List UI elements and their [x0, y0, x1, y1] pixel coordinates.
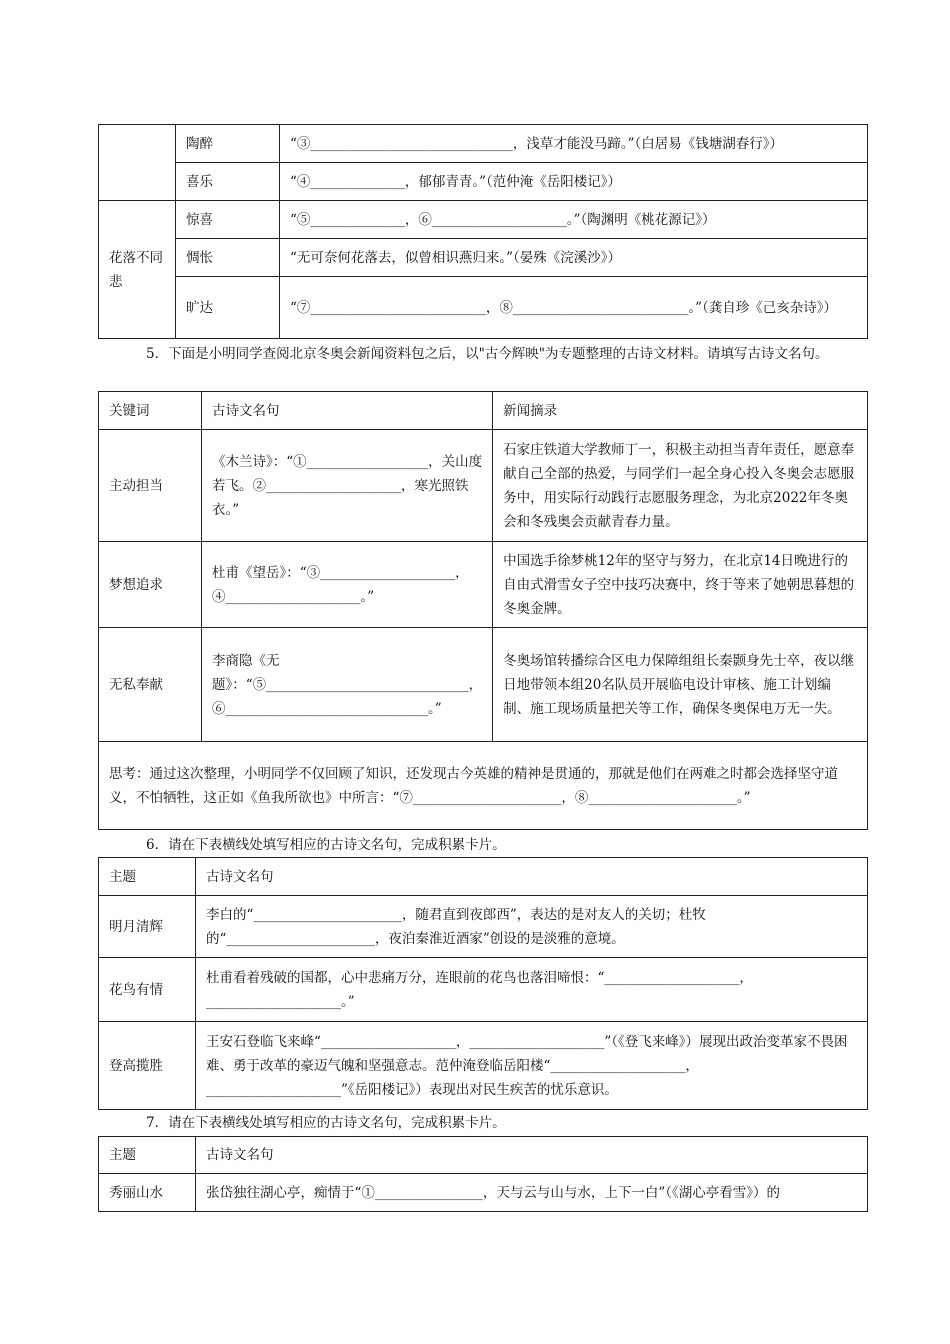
verse-cell[interactable]: “④______________，郁郁青青。”（范仲淹《岳阳楼记》）	[280, 163, 868, 201]
table-q7	[98, 1136, 868, 1212]
table-row	[99, 542, 868, 628]
table-row	[99, 125, 868, 163]
column-header: 主题	[99, 1137, 196, 1174]
table-q6	[98, 857, 868, 1110]
verse-cell[interactable]: “⑤______________，⑥____________________。”（陶渊明《桃花源记》）	[280, 201, 868, 239]
table-row	[99, 430, 868, 542]
verse-cell[interactable]: 杜甫《望岳》：“③____________________，④____________________。”	[202, 542, 493, 628]
verse-cell[interactable]: 李白的“______________________，随君直到夜郎西”，表达的是对友人的关切；杜牧的“______________________，夜泊秦淮近酒家”创设的是淡雅的意境。	[196, 896, 868, 958]
verse-cell: “无可奈何花落去，似曾相识燕归来。”（晏殊《浣溪沙》）	[280, 239, 868, 277]
group-cell	[99, 125, 176, 201]
news-cell: 石家庄铁道大学教师丁一，积极主动担当青年责任，愿意奉献自己全部的热爱，与同学们一起全身心投入冬奥会志愿服务中，用实际行动践行志愿服务理念，为北京2022年冬奥会和冬残奥会贡献青春力量。	[493, 430, 868, 542]
verse-cell[interactable]: 张岱独往湖心亭，痴情于“①________________，天与云与山与水，上下一白”（《湖心亭看雪》）的	[196, 1174, 868, 1212]
table-row	[99, 239, 868, 277]
thinking-cell[interactable]: 思考：通过这次整理，小明同学不仅回顾了知识，还发现古今英雄的精神是贯通的，那就是他们在两难之时都会选择坚守道义，不怕牺牲，这正如《鱼我所欲也》中所言：“⑦______________________，⑧______________________。”	[99, 742, 868, 830]
verse-cell[interactable]: 《木兰诗》：“①__________________，关山度若飞。②____________________，寒光照铁衣。”	[202, 430, 493, 542]
emotion-cell: 惊喜	[176, 201, 280, 239]
table-row	[99, 958, 868, 1022]
table-row	[99, 277, 868, 339]
column-header: 新闻摘录	[493, 392, 868, 430]
keyword-cell: 梦想追求	[99, 542, 202, 628]
theme-cell: 明月清辉	[99, 896, 196, 958]
keyword-cell: 无私奉献	[99, 628, 202, 742]
news-cell: 冬奥场馆转播综合区电力保障组组长秦颢身先士卒，夜以继日地带领本组20名队员开展临电设计审核、施工计划编制、施工现场质量把关等工作，确保冬奥保电万无一失。	[493, 628, 868, 742]
theme-cell: 花鸟有情	[99, 958, 196, 1022]
emotion-cell: 陶醉	[176, 125, 280, 163]
verse-cell[interactable]: “③______________________________，浅草才能没马蹄。”（白居易《钱塘湖春行》）	[280, 125, 868, 163]
table-row	[99, 201, 868, 239]
table-row	[99, 1022, 868, 1110]
verse-cell[interactable]: “⑦__________________________，⑧__________________________。”（龚自珍《己亥杂诗》）	[280, 277, 868, 339]
verse-cell[interactable]: 李商隐《无题》：“⑤______________________________，⑥______________________________。”	[202, 628, 493, 742]
keyword-cell: 主动担当	[99, 430, 202, 542]
theme-cell: 秀丽山水	[99, 1174, 196, 1212]
news-cell: 中国选手徐梦桃12年的坚守与努力，在北京14日晚进行的自由式滑雪女子空中技巧决赛中，终于等来了她朝思暮想的冬奥金牌。	[493, 542, 868, 628]
table-row	[99, 896, 868, 958]
question-5-prompt: 5．下面是小明同学查阅北京冬奥会新闻资料包之后，以"古今辉映"为专题整理的古诗文材料。请填写古诗文名句。	[146, 346, 829, 362]
table-header-row	[99, 1137, 868, 1174]
verse-cell[interactable]: 杜甫看着残破的国都，心中悲痛万分，连眼前的花鸟也落泪啼恨：“____________________，____________________。”	[196, 958, 868, 1022]
column-header: 主题	[99, 858, 196, 896]
table-header-row	[99, 858, 868, 896]
table-row	[99, 628, 868, 742]
table-q4-continued	[98, 124, 868, 339]
table-row	[99, 1174, 868, 1212]
question-6-prompt: 6．请在下表横线处填写相应的古诗文名句，完成积累卡片。	[146, 837, 506, 853]
column-header: 古诗文名句	[196, 858, 868, 896]
emotion-cell: 惆怅	[176, 239, 280, 277]
table-header-row	[99, 392, 868, 430]
question-7-prompt: 7．请在下表横线处填写相应的古诗文名句，完成积累卡片。	[146, 1115, 506, 1131]
table-row	[99, 742, 868, 830]
column-header: 关键词	[99, 392, 202, 430]
column-header: 古诗文名句	[196, 1137, 868, 1174]
emotion-cell: 喜乐	[176, 163, 280, 201]
table-row	[99, 163, 868, 201]
group-cell: 花落不同悲	[99, 201, 176, 339]
column-header: 古诗文名句	[202, 392, 493, 430]
emotion-cell: 旷达	[176, 277, 280, 339]
theme-cell: 登高揽胜	[99, 1022, 196, 1110]
verse-cell[interactable]: 王安石登临飞来峰“____________________，____________________”（《登飞来峰》）展现出政治变革家不畏困难、勇于改革的豪迈气魄和坚强意志。范仲淹登临岳阳楼“____________________，____________________”《岳阳楼记》）表现出对民生疾苦的忧乐意识。	[196, 1022, 868, 1110]
table-q5	[98, 391, 868, 830]
